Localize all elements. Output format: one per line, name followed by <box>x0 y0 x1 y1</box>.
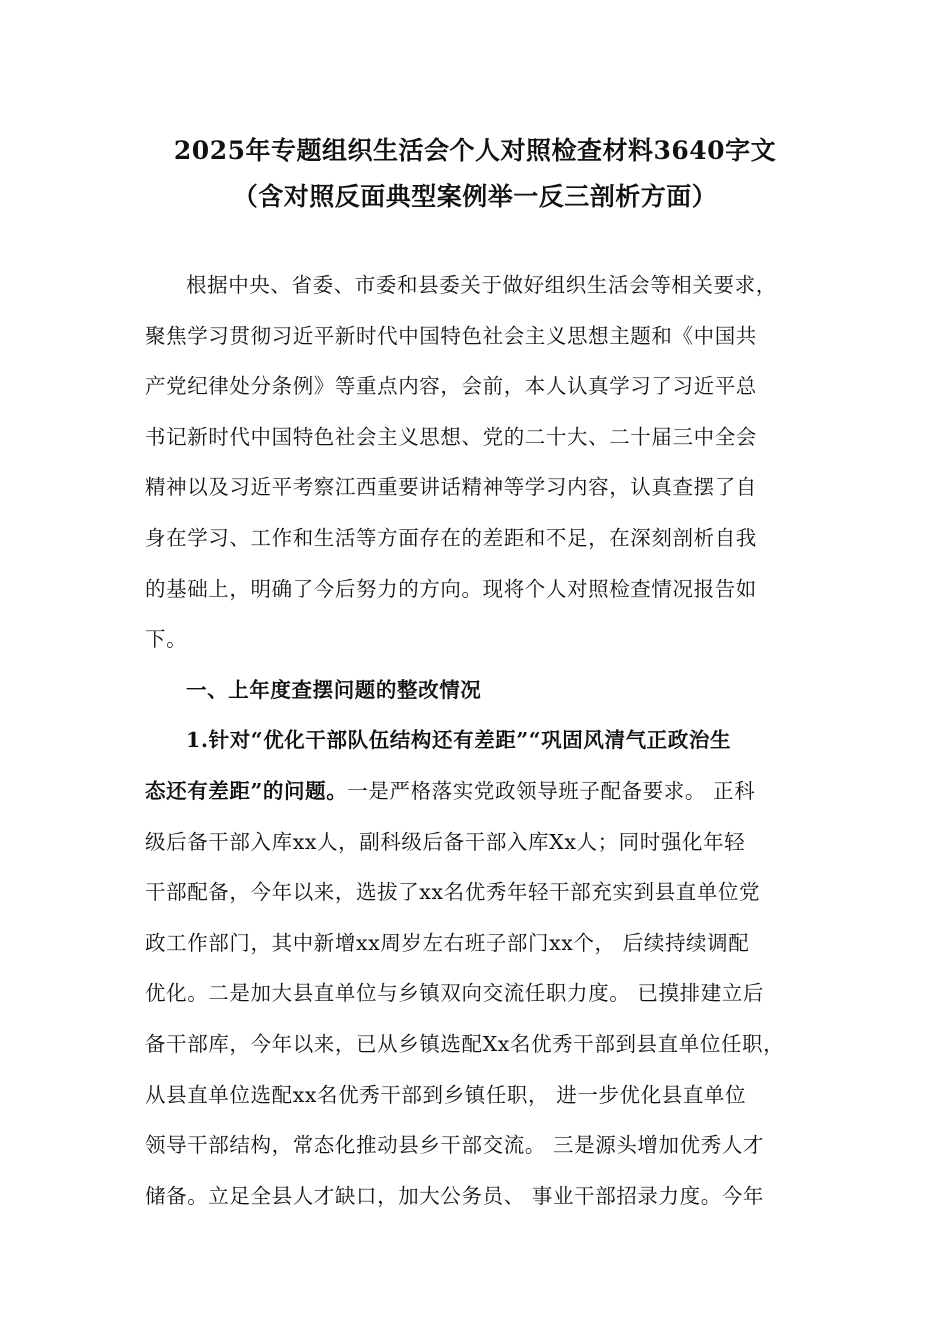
item-line: 优化。二是加大县直单位与乡镇双向交流任职力度。 已摸排建立后 <box>145 981 765 1006</box>
item-line: 干部配备，今年以来，选拔了xx名优秀年轻干部充实到县直单位党 <box>145 880 761 905</box>
intro-line: 身在学习、工作和生活等方面存在的差距和不足，在深刻剖析自我 <box>145 525 757 550</box>
item-line: 领导干部结构，常态化推动县乡干部交流。 三是源头增加优秀人才 <box>145 1133 765 1158</box>
item-line: 备干部库，今年以来，已从乡镇选配Xx名优秀干部到县直单位任职， <box>145 1031 785 1056</box>
intro-line: 产党纪律处分条例》等重点内容，会前，本人认真学习了习近平总 <box>145 374 757 399</box>
title-line-2: （含对照反面典型案例举一反三剖析方面） <box>232 182 718 211</box>
intro-line: 书记新时代中国特色社会主义思想、党的二十大、二十届三中全会 <box>145 424 757 449</box>
section-heading: 一、上年度查摆问题的整改情况 <box>186 677 482 702</box>
title-line-1: 2025年专题组织生活会个人对照检查材料3640字文 <box>173 136 777 165</box>
document-body <box>145 260 815 1221</box>
item-line: 储备。立足全县人才缺口，加大公务员、 事业干部招录力度。今年 <box>145 1183 765 1208</box>
item-mixed-line <box>145 766 815 817</box>
intro-line: 聚焦学习贯彻习近平新时代中国特色社会主义思想主题和《中国共 <box>145 323 757 348</box>
item-line: 从县直单位选配xx名优秀干部到乡镇任职， 进一步优化县直单位 <box>145 1082 747 1107</box>
intro-line: 下。 <box>145 627 188 652</box>
intro-line: 根据中央、省委、市委和县委关于做好组织生活会等相关要求， <box>186 273 777 297</box>
document-title <box>120 128 830 220</box>
intro-line: 的基础上，明确了今后努力的方向。现将个人对照检查情况报告如 <box>145 576 757 601</box>
item-line: 政工作部门，其中新增xx周岁左右班子部门xx个， 后续持续调配 <box>145 930 750 955</box>
intro-line: 精神以及习近平考察江西重要讲话精神等学习内容，认真查摆了自 <box>145 475 757 500</box>
item-text-start: 一是严格落实党政领导班子配备要求。 正科 <box>347 778 756 803</box>
item-heading-line: 1.针对“优化干部队伍结构还有差距”“巩固风清气正政治生 <box>186 728 732 753</box>
item-line: 级后备干部入库xx人，副科级后备干部入库Xx人；同时强化年轻 <box>145 829 746 854</box>
item-heading-tail: 态还有差距”的问题。 <box>145 778 348 803</box>
